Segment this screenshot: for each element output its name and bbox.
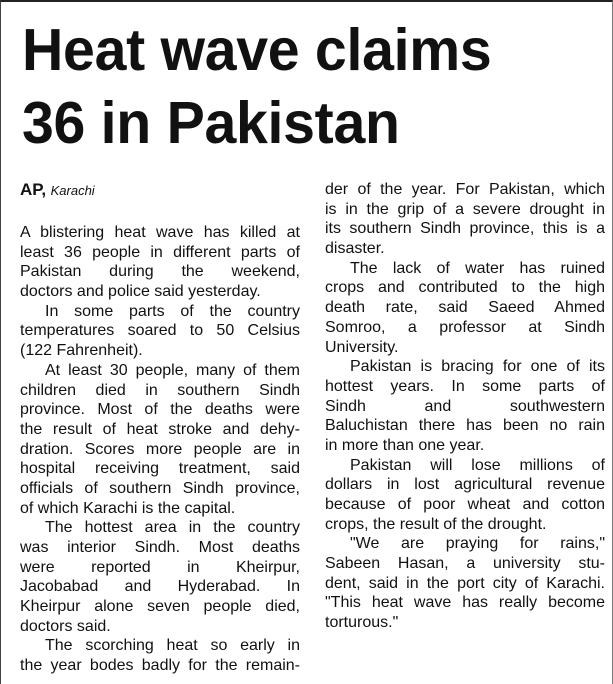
headline-line-1: Heat wave claims [22,17,492,83]
text-line: A blistering heat wave has killed at [20,224,300,241]
text-line: Pakistan is bracing for one of its [350,358,605,376]
left-column-body [20,223,300,676]
text-line: torturous." [325,614,399,632]
text-line: doctors said. [20,617,111,635]
text-line: were reported in Kheirpur, [20,558,300,576]
headline-line-2: 36 in Pakistan [22,90,400,156]
text-line: The hottest area in the country [45,519,300,537]
byline-location: Karachi [50,183,95,198]
text-line: the year bodes badly for the remain- [20,657,300,675]
text-line: crops, the result of the drought. [325,515,547,533]
text-line: Sindh and southwestern [325,397,605,415]
right-column [325,180,605,633]
left-column [20,180,300,676]
text-line: The lack of water has ruined [350,259,605,277]
text-line: province. Most of the deaths were [20,401,300,419]
text-line: of which Karachi is the capital. [20,499,236,517]
text-line: the result of heat stroke and dehy- [20,420,300,438]
text-line: dent, said in the port city of Karachi. [325,574,605,592]
text-line: death rate, said Saeed Ahmed [325,299,605,317]
text-line: dration. Scores more people are in [20,440,300,458]
text-line: officials of southern Sindh province, [20,479,300,497]
text-line: University. [325,338,399,356]
text-line: hottest years. In some parts of [325,377,605,395]
text-line: The scorching heat so early in [45,637,300,655]
text-line: Somroo, a professor at Sindh [325,318,605,336]
text-line: dollars in lost agricultural revenue [325,476,605,494]
text-line: Sabeen Hasan, a university stu- [325,555,605,573]
text-line: Baluchistan there has been no rain [325,417,605,435]
text-line: children died in southern Sindh [20,381,300,399]
text-line: crops and contributed to the high [325,279,605,297]
text-line: was interior Sindh. Most deaths [20,539,300,556]
text-line: disaster. [325,240,385,258]
text-line: "This heat wave has really become [325,594,605,612]
text-line: doctors and police said yesterday. [20,283,261,301]
text-line: der of the year. For Pakistan, which [325,181,605,198]
text-line: is in the grip of a severe drought in [325,200,605,218]
right-column-body [325,180,605,633]
text-line: (122 Fahrenheit). [20,342,143,360]
text-line: hospital receiving treatment, said [20,460,300,478]
text-line: in more than one year. [325,436,485,454]
byline-agency: AP, [20,180,47,199]
text-line: "We are praying for rains," [350,535,605,553]
text-line: In some parts of the country [45,302,300,320]
text-line: temperatures soared to 50 Celsius [20,322,300,340]
byline [20,178,300,223]
text-line: because of poor wheat and cotton [325,496,605,513]
text-line: Kheirpur alone seven people died, [20,598,300,616]
headline [22,14,585,160]
text-line: Jacobabad and Hyderabad. In [20,578,300,596]
text-line: Pakistan during the weekend, [20,263,300,281]
text-line: At least 30 people, many of them [45,361,300,379]
text-line: least 36 people in different parts of [20,243,300,261]
text-line: Pakistan will lose millions of [350,456,605,474]
text-line: its southern Sindh province, this is a [325,220,605,238]
